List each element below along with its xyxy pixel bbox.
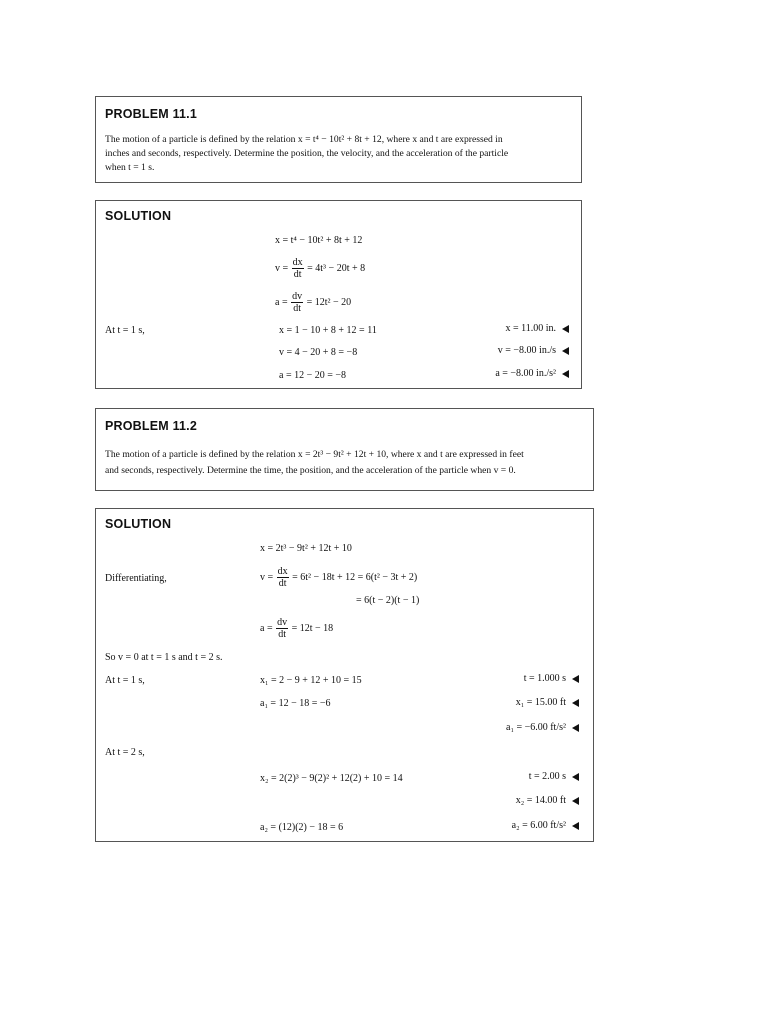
problem-heading: PROBLEM 11.1 bbox=[105, 107, 198, 121]
differentiating-label: Differentiating, bbox=[105, 573, 167, 584]
equation-position: x = t⁴ − 10t² + 8t + 12 bbox=[275, 235, 363, 246]
equation-acceleration: a = $\frac{dv}{dt}$ = 12t² − 20 bbox=[275, 291, 352, 314]
equation-velocity: v = $\frac{dx}{dt}$ = 6t² − 18t + 12 = 6(t² − 3t + 2) bbox=[260, 566, 418, 589]
answer-velocity: v = −8.00 in./s bbox=[498, 345, 569, 356]
answer-time-2: t = 2.00 s bbox=[529, 771, 579, 782]
solution-11-1-box bbox=[95, 200, 582, 389]
equation-position: x = 2t³ − 9t² + 12t + 10 bbox=[260, 543, 352, 554]
answer-acceleration-2: a₂ = 6.00 ft/s² bbox=[512, 820, 579, 831]
answer-time-1: t = 1.000 s bbox=[524, 673, 579, 684]
at-time-label: At t = 1 s, bbox=[105, 325, 145, 336]
roots-statement: So v = 0 at t = 1 s and t = 2 s. bbox=[105, 652, 223, 663]
answer-acceleration: a = −8.00 in./s² bbox=[495, 368, 569, 379]
answer-marker-icon bbox=[572, 675, 579, 683]
answer-marker-icon bbox=[562, 325, 569, 333]
problem-statement-line-1: The motion of a particle is defined by the relation x = t⁴ − 10t² + 8t + 12, where x and t are expressed in bbox=[105, 134, 503, 145]
problem-statement-line-2: and seconds, respectively. Determine the time, the position, and the acceleration of the particle when v = 0. bbox=[105, 465, 516, 476]
problem-heading: PROBLEM 11.2 bbox=[105, 419, 198, 433]
equation-velocity-factored: = 6(t − 2)(t − 1) bbox=[356, 595, 420, 606]
answer-marker-icon bbox=[562, 370, 569, 378]
answer-marker-icon bbox=[572, 724, 579, 732]
problem-statement-line-2: inches and seconds, respectively. Determine the position, the velocity, and the acceleration of the particle bbox=[105, 148, 509, 159]
answer-position-1: x₁ = 15.00 ft bbox=[516, 697, 579, 708]
answer-position: x = 11.00 in. bbox=[505, 323, 569, 334]
answer-marker-icon bbox=[572, 699, 579, 707]
answer-marker-icon bbox=[562, 347, 569, 355]
answer-acceleration-1: a₁ = −6.00 ft/s² bbox=[506, 722, 579, 733]
answer-marker-icon bbox=[572, 773, 579, 781]
solution-heading: SOLUTION bbox=[105, 209, 172, 223]
solution-11-2-box bbox=[95, 508, 594, 842]
problem-11-2-box bbox=[95, 408, 594, 491]
calc-velocity: v = 4 − 20 + 8 = −8 bbox=[279, 347, 358, 358]
problem-11-1-box bbox=[95, 96, 582, 183]
problem-statement-line-1: The motion of a particle is defined by the relation x = 2t³ − 9t² + 12t + 10, where x and t are expressed in feet bbox=[105, 449, 524, 460]
equation-acceleration: a = $\frac{dv}{dt}$ = 12t − 18 bbox=[260, 617, 334, 640]
answer-marker-icon bbox=[572, 822, 579, 830]
equation-velocity: v = $\frac{dx}{dt}$ = 4t³ − 20t + 8 bbox=[275, 257, 366, 280]
solution-heading: SOLUTION bbox=[105, 517, 172, 531]
at-time-1-label: At t = 1 s, bbox=[105, 675, 145, 686]
calc-position-2: x₂ = 2(2)³ − 9(2)² + 12(2) + 10 = 14 bbox=[260, 773, 403, 784]
calc-position: x = 1 − 10 + 8 + 12 = 11 bbox=[279, 325, 377, 336]
problem-statement-line-3: when t = 1 s. bbox=[105, 162, 155, 173]
answer-marker-icon bbox=[572, 797, 579, 805]
at-time-2-label: At t = 2 s, bbox=[105, 747, 145, 758]
calc-acceleration-1: a₁ = 12 − 18 = −6 bbox=[260, 698, 331, 709]
calc-acceleration-2: a₂ = (12)(2) − 18 = 6 bbox=[260, 822, 344, 833]
answer-position-2: x₂ = 14.00 ft bbox=[516, 795, 579, 806]
calc-position-1: x₁ = 2 − 9 + 12 + 10 = 15 bbox=[260, 675, 362, 686]
calc-acceleration: a = 12 − 20 = −8 bbox=[279, 370, 346, 381]
